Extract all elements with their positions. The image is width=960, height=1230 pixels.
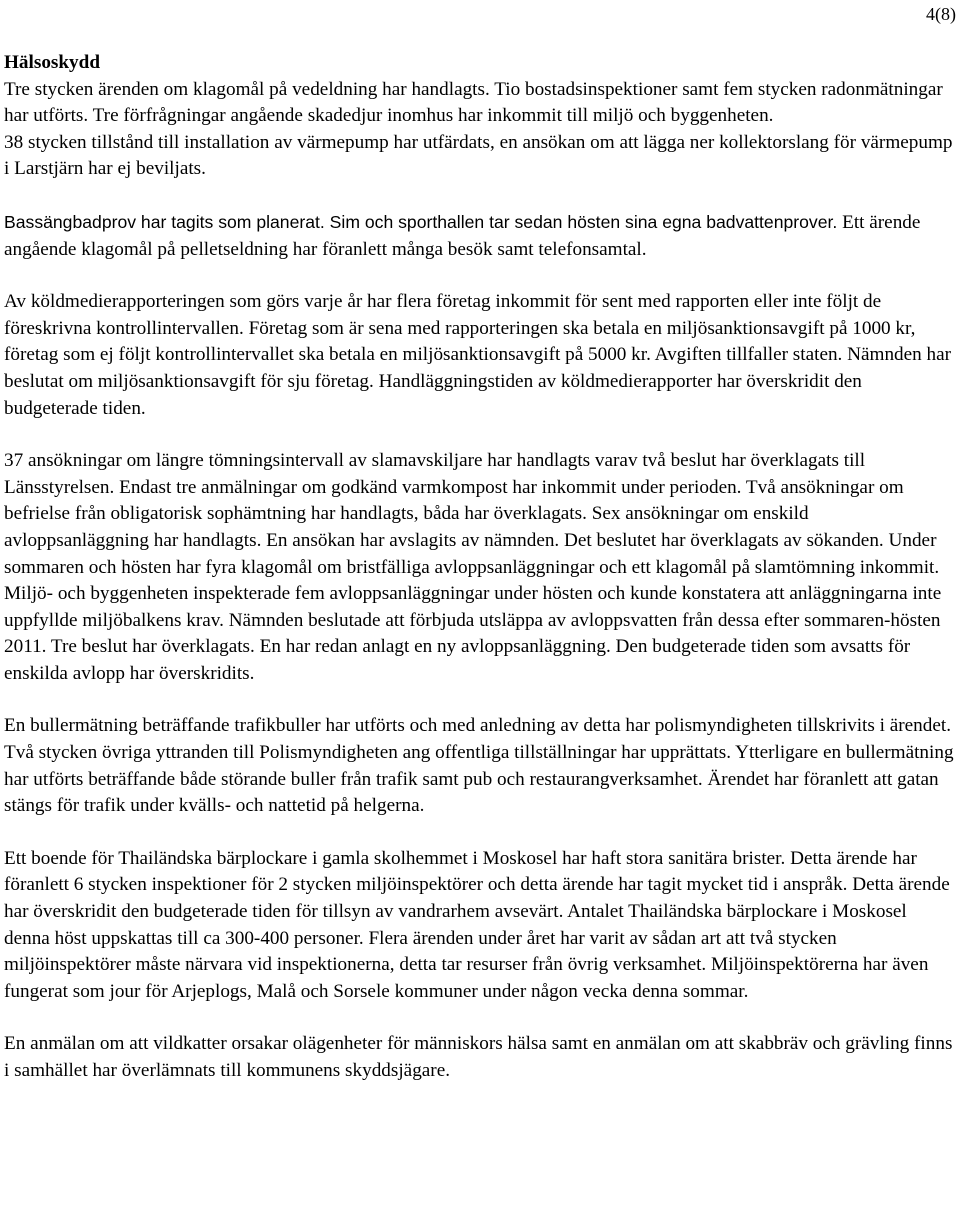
section-heading: Hälsoskydd [4,52,100,73]
paragraph-vildkatter: En anmälan om att vildkatter orsakar olägenheter för människors hälsa samt en anmälan om att skabbräv och grävling finns i samhället har överlämnats till kommunens skyddsjägare. [4,1033,953,1081]
paragraph-varmepump: 38 stycken tillstånd till installation av värmepump har utfärdats, en ansökan om att lägga ner kollektorslang för värmepump i Larstjärn har ej beviljats. [4,131,953,180]
paragraph-koldmedier: Av köldmedierapporteringen som görs varje år har flera företag inkommit för sent med rapporten eller inte följt de föreskrivna kontrollintervallen. Företag som är sena med rapporteringen ska betala en miljösanktionsavgift på 1000 kr, företag som ej följt kontrollintervallet ska betala en miljösanktionsavgift på 5000 kr. Avgiften tillfaller staten. Nämnden har beslutat om miljösanktionsavgift för sju företag. Handläggningstiden av köldmedierapporter har överskridit den budgeterade tiden. [4,291,952,419]
document-body [4,50,956,1085]
paragraph-bassangbad-part1: Bassängbadprov har tagits som planerat. Sim och sporthallen tar sedan hösten sina egna badvattenprover. [4,211,838,232]
paragraph-buller: En bullermätning beträffande trafikbuller har utförts och med anledning av detta har polismyndigheten tillskrivits i ärendet. Två stycken övriga yttranden till Polismyndigheten ang offentliga tillställningar har upprättats. Ytterligare en bullermätning har utförts beträffande både störande buller från trafik samt pub och restaurangverksamhet. Ärendet har föranlett att gatan stängs för trafik under kvälls- och nattetid på helgerna. [4,715,954,817]
page-number: 4(8) [926,4,956,24]
paragraph-bassangbad-part2: Ett ärende angående klagomål på pelletseldning har föranlett många besök samt telefonsamtal. [4,211,921,260]
paragraph-bassangbad [4,209,956,263]
paragraph-barplockare: Ett boende för Thailändska bärplockare i gamla skolhemmet i Moskosel har haft stora sanitära brister. Detta ärende har föranlett 6 stycken inspektioner för 2 stycken miljöinspektörer och detta ärende har tagit mycket tid i anspråk. Detta ärende har överskridit den budgeterade tiden för tillsyn av vandrarhem avsevärt. Antalet Thailändska bärplockare i Moskosel denna höst uppskattas till ca 300-400 personer. Flera ärenden under året har varit av sådan art att två stycken miljöinspektörer måste närvara vid inspektionerna, detta tar resurser från övrig verksamhet. Miljöinspektörerna har även fungerat som jour för Arjeplogs, Malå och Sorsele kommuner under någon vecka denna sommar. [4,847,950,1002]
paragraph-vedeldning: Tre stycken ärenden om klagomål på vedeldning har handlagts. Tio bostadsinspektioner samt fem stycken radonmätningar har utförts. Tre förfrågningar angående skadedjur inomhus har inkommit till miljö och byggenheten. [4,78,943,127]
paragraph-avlopp: 37 ansökningar om längre tömningsintervall av slamavskiljare har handlagts varav två beslut har överklagats till Länsstyrelsen. Endast tre anmälningar om godkänd varmkompost har inkommit under perioden. Två ansökningar om befrielse från obligatorisk sophämtning har handlagts, båda har överklagats. Sex ansökningar om enskild avloppsanläggning har handlagts. En ansökan har avslagits av nämnden. Det beslutet har överklagats av sökanden. Under sommaren och hösten har fyra klagomål om bristfälliga avloppsanläggningar och ett klagomål på slamtömning inkommit. Miljö- och byggenheten inspekterade fem avloppsanläggningar under hösten och kunde konstatera att anläggningarna inte uppfyllde miljöbalkens krav. Nämnden beslutade att förbjuda utsläppa av avloppsvatten från dessa efter sommaren-hösten 2011. Tre beslut har överklagats. En har redan anlagt en ny avloppsanläggning. Den budgeterade tiden som avsatts för enskilda avlopp har överskridits. [4,450,942,684]
